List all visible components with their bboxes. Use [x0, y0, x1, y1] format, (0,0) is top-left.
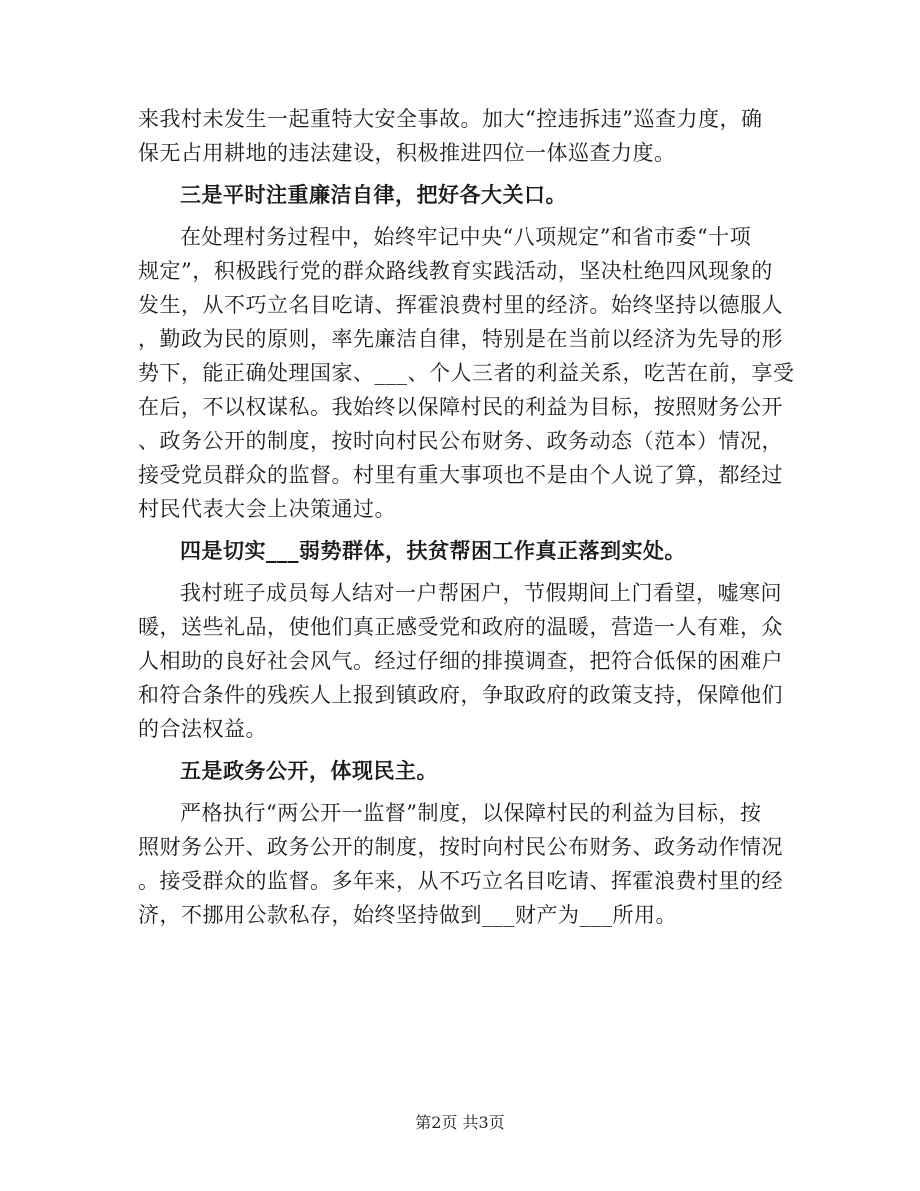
paragraph-line: 势下，能正确处理国家、___、个人三者的利益关系，吃苦在前，享受: [138, 361, 795, 385]
section-heading: 五是政务公开，体现民主。: [180, 758, 438, 783]
paragraph-line: 来我村未发生一起重特大安全事故。加大“控违拆违”巡查力度，确: [138, 107, 763, 131]
paragraph-line: 、政务公开的制度，按时向村民公布财务、政务动态（范本）情况，: [138, 429, 783, 453]
paragraph-line: ，勤政为民的原则，率先廉洁自律，特别是在当前以经济为先导的形: [138, 327, 783, 351]
paragraph-line: 村民代表大会上决策通过。: [138, 497, 396, 521]
paragraph-line: 在后，不以权谋私。我始终以保障村民的利益为目标，按照财务公开: [138, 395, 783, 419]
paragraph-line: 规定”，积极践行党的群众路线教育实践活动，坚决杜绝四风现象的: [138, 259, 773, 283]
paragraph-line: 。接受群众的监督。多年来，从不巧立名目吃请、挥霍浪费村里的经: [138, 869, 783, 893]
section-heading: 四是切实___弱势群体，扶贫帮困工作真正落到实处。: [180, 538, 686, 563]
paragraph-line: 在处理村务过程中，始终牢记中央“八项规定”和省市委“十项: [180, 225, 752, 249]
page-number-footer: 第2页 共3页: [415, 1113, 505, 1132]
paragraph-line: 的合法权益。: [138, 717, 267, 741]
paragraph-line: 发生，从不巧立名目吃请、挥霍浪费村里的经济。始终坚持以德服人: [138, 293, 783, 317]
section-heading: 三是平时注重廉洁自律，把好各大关口。: [180, 182, 567, 207]
paragraph-line: 人相助的良好社会风气。经过仔细的排摸调查，把符合低保的困难户: [138, 649, 783, 673]
paragraph-line: 济，不挪用公款私存，始终坚持做到___财产为___所用。: [138, 903, 677, 927]
paragraph-line: 接受党员群众的监督。村里有重大事项也不是由个人说了算，都经过: [138, 463, 783, 487]
paragraph-line: 保无占用耕地的违法建设，积极推进四位一体巡查力度。: [138, 141, 676, 165]
paragraph-line: 暖，送些礼品，使他们真正感受党和政府的温暖，营造一人有难，众: [138, 615, 783, 639]
paragraph-line: 严格执行“两公开一监督”制度，以保障村民的利益为目标，按: [180, 801, 762, 825]
paragraph-line: 我村班子成员每人结对一户帮困户，节假期间上门看望，嘘寒问: [180, 581, 782, 605]
paragraph-line: 照财务公开、政务公开的制度，按时向村民公布财务、政务动作情况: [138, 835, 783, 859]
paragraph-line: 和符合条件的残疾人上报到镇政府，争取政府的政策支持，保障他们: [138, 683, 783, 707]
